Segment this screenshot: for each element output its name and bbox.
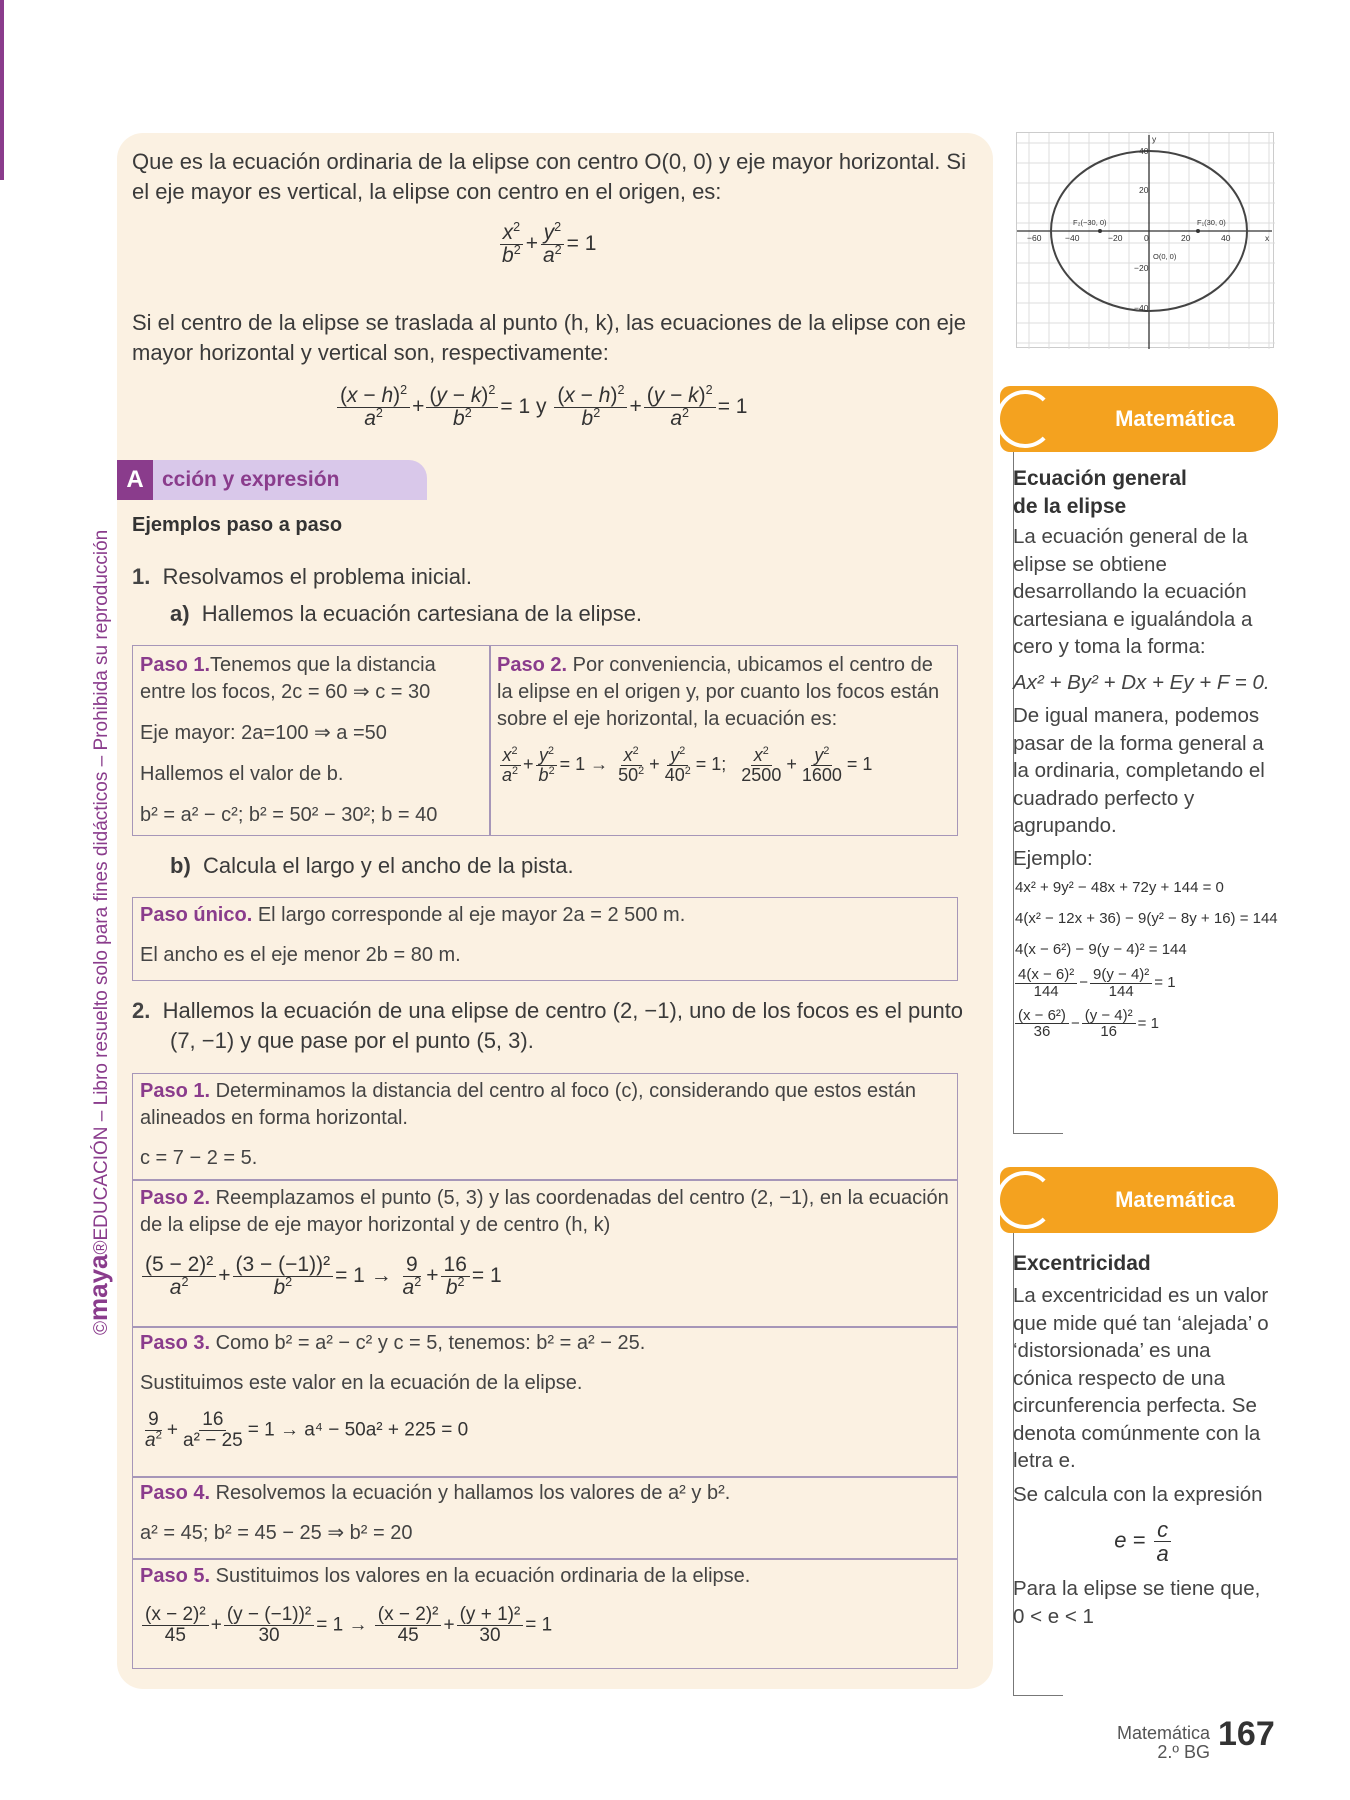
sidebox2-bottom: [1013, 1695, 1063, 1696]
step1a-cell: Paso 1.Tenemos que la distancia entre los focos, 2c = 60 ⇒ c = 30 Eje mayor: 2a=100 ⇒ a =50 Hallemos el valor de b. b² = a² − c²; b² = 50² − 30²; b = 40: [140, 654, 438, 826]
focus-f2: [1098, 229, 1102, 233]
step4-ex2: Paso 4. Resolvemos la ecuación y hallamos los valores de a² y b². a² = 45; b² = 45 − 25 ⇒ b² = 20: [140, 1482, 731, 1544]
step3-ex2: Paso 3. Como b² = a² − c² y c = 5, tenemos: b² = a² − 25. Sustituimos este valor en la ecuación de la elipse.: [140, 1332, 646, 1394]
example-1a: a) Hallemos la ecuación cartesiana de la elipse.: [170, 601, 643, 626]
tick-y: 40: [1139, 146, 1149, 156]
step5-ex2: Paso 5. Sustituimos los valores en la ecuación ordinaria de la elipse.: [140, 1565, 751, 1587]
intro-paragraph-2: Si el centro de la elipse se traslada al punto (h, k), las ecuaciones de la elipse con eje mayor horizontal y vertical son, respectivamente:: [132, 310, 967, 365]
section-letter: A: [117, 460, 153, 500]
step1-ex2: Paso 1. Determinamos la distancia del centro al foco (c), considerando que estos están alineados en forma horizontal. c = 7 − 2 = 5.: [140, 1080, 916, 1169]
tick-x: −40: [1065, 233, 1080, 243]
tick-x: −20: [1108, 233, 1123, 243]
tab-ring-icon: [996, 390, 1054, 448]
ejemplos-heading: Ejemplos paso a paso: [132, 514, 343, 536]
origin-label: O(0, 0): [1153, 252, 1177, 261]
tick-y: −20: [1134, 263, 1149, 273]
sidebox-general-equation: Ecuación general de la elipse La ecuación general de la elipse se obtiene desarrollando la ecuación cartesiana e igualándola a cero y toma la forma: Ax² + By² + Dx + Ey + F = 0. De igual manera, podemos pasar de la forma general a la ordinaria, completando el cuadrado perfecto y agrupando. Ejemplo: 4x² + 9y² − 48x + 72y + 144 = 0 4(x² − 12x + 36) − 9(y² − 8y + 16) = 144 4(x − 6²) − 9(y − 4)² = 144 $\frac{\text{4(x − 6)²}}{144}$ − $\frac{\text{9(y − 4)²}}{144}$ = 1 $\frac{\text{(x − 6²)}}{36}$ − $\frac{\text{(y − 4)²}}{16}$ = 1: [1013, 467, 1278, 1041]
y-axis-label: y: [1152, 134, 1157, 144]
section-header: [117, 460, 427, 500]
copyright-notice: ©maya®EDUCACIÓN – Libro resuelto solo para fines didácticos – Prohibida su reproducción: [83, 529, 113, 1335]
sidebox1-bottom: [1013, 1133, 1063, 1134]
step2-ex2-equation: $\frac{\text{(5 − 2)²}}{a^2}$ + $\frac{\text{(3 − (−1))²}}{b^2}$ = 1 → $\frac{9}{a^2}$ + $\frac{16}{b^2}$ = 1: [140, 1254, 502, 1299]
step2a-cell: Paso 2. Por conveniencia, ubicamos el centro de la elipse en el origen y, por cuanto los focos están sobre el eje horizontal, la ecuación es:: [497, 654, 940, 730]
ellipse-graph: [1016, 132, 1274, 348]
translated-ellipse-equations: $\frac{(x - h)^2}{a^2}$ + $\frac{(y - k)^2}{b^2}$ = 1 y $\frac{(x - h)^2}{b^2}$ + $\frac{(y - k)^2}{a^2}$ = 1: [335, 385, 747, 430]
step5-ex2-equation: $\frac{\text{(x − 2)²}}{45}$ + $\frac{\text{(y − (−1))²}}{30}$ = 1 → $\frac{\text{(x − 2)²}}{45}$ + $\frac{\text{(y + 1)²}}{30}$ = 1: [140, 1605, 552, 1646]
tick-x: −60: [1027, 233, 1042, 243]
sidebox-eccentricity: Excentricidad La excentricidad es un valor que mide qué tan ‘alejada’ o ‘distorsionada’ es una cónica respecto de una circunferencia perfecta. Se denota comúnmente con la letra e. Se calcula con la expresión e = $\frac{c}{a}$ Para la elipse se tiene que, 0 < e < 1: [1013, 1252, 1269, 1628]
page-number: 167: [1218, 1715, 1275, 1753]
tick-x: 40: [1221, 233, 1231, 243]
footer-subject-block: Matemática 2.º BG: [1116, 1723, 1210, 1762]
f2-label: F₂(−30, 0): [1073, 218, 1107, 227]
intro-paragraph-1: Que es la ecuación ordinaria de la elipse con centro O(0, 0) y eje mayor horizontal. Si el eje mayor es vertical, la elipse con centro en el origen, es:: [132, 149, 966, 204]
step3-ex2-equation: $\frac{9}{a^2}$ + $\frac{16}{\text{a² − 25}}$ = 1 → a⁴ − 50a² + 225 = 0: [145, 1409, 469, 1451]
page-edge-marker: [0, 0, 4, 180]
step2-ex2: Paso 2. Reemplazamos el punto (5, 3) y las coordenadas del centro (2, −1), en la ecuación de la elipse de eje mayor horizontal y de centro (h, k): [140, 1187, 949, 1236]
x-axis-label: x: [1265, 233, 1270, 243]
tick-y: 20: [1139, 185, 1149, 195]
f1-label: F₁(30, 0): [1197, 218, 1226, 227]
example-2: 2. Hallemos la ecuación de una elipse de centro (2, −1), uno de los focos es el punto (7, −1) y que pase por el punto (5, 3).: [132, 998, 964, 1053]
matematica-tab-1: Matemática: [1000, 386, 1278, 452]
example-1b: b) Calcula el largo y el ancho de la pista.: [170, 853, 574, 878]
matematica-tab-2: Matemática: [1000, 1167, 1278, 1233]
brand-logo: maya: [83, 1254, 113, 1321]
example-1: 1. Resolvamos el problema inicial.: [132, 564, 472, 589]
tick-x: 0: [1144, 233, 1149, 243]
tab-ring-icon: [996, 1171, 1054, 1229]
section-title: cción y expresión: [162, 468, 340, 491]
step-unico-text: Paso único. El largo corresponde al eje mayor 2a = 2 500 m. El ancho es el eje menor 2b = 80 m.: [140, 904, 686, 966]
focus-f1: [1196, 229, 1200, 233]
tick-x: 20: [1181, 233, 1191, 243]
tick-y: −40: [1134, 303, 1149, 313]
step2a-equation: $\frac{x^2}{a^2}$ + $\frac{y^2}{b^2}$ = 1 → $\frac{x^2}{50^2}$ + $\frac{y^2}{40^2}$ = 1; $\frac{x^2}{2500}$ + $\frac{y^2}{1600}$ = 1: [497, 746, 872, 785]
vertical-ellipse-equation: $\frac{x^2}{b^2}$ + $\frac{y^2}{a^2}$ = 1: [497, 222, 596, 267]
